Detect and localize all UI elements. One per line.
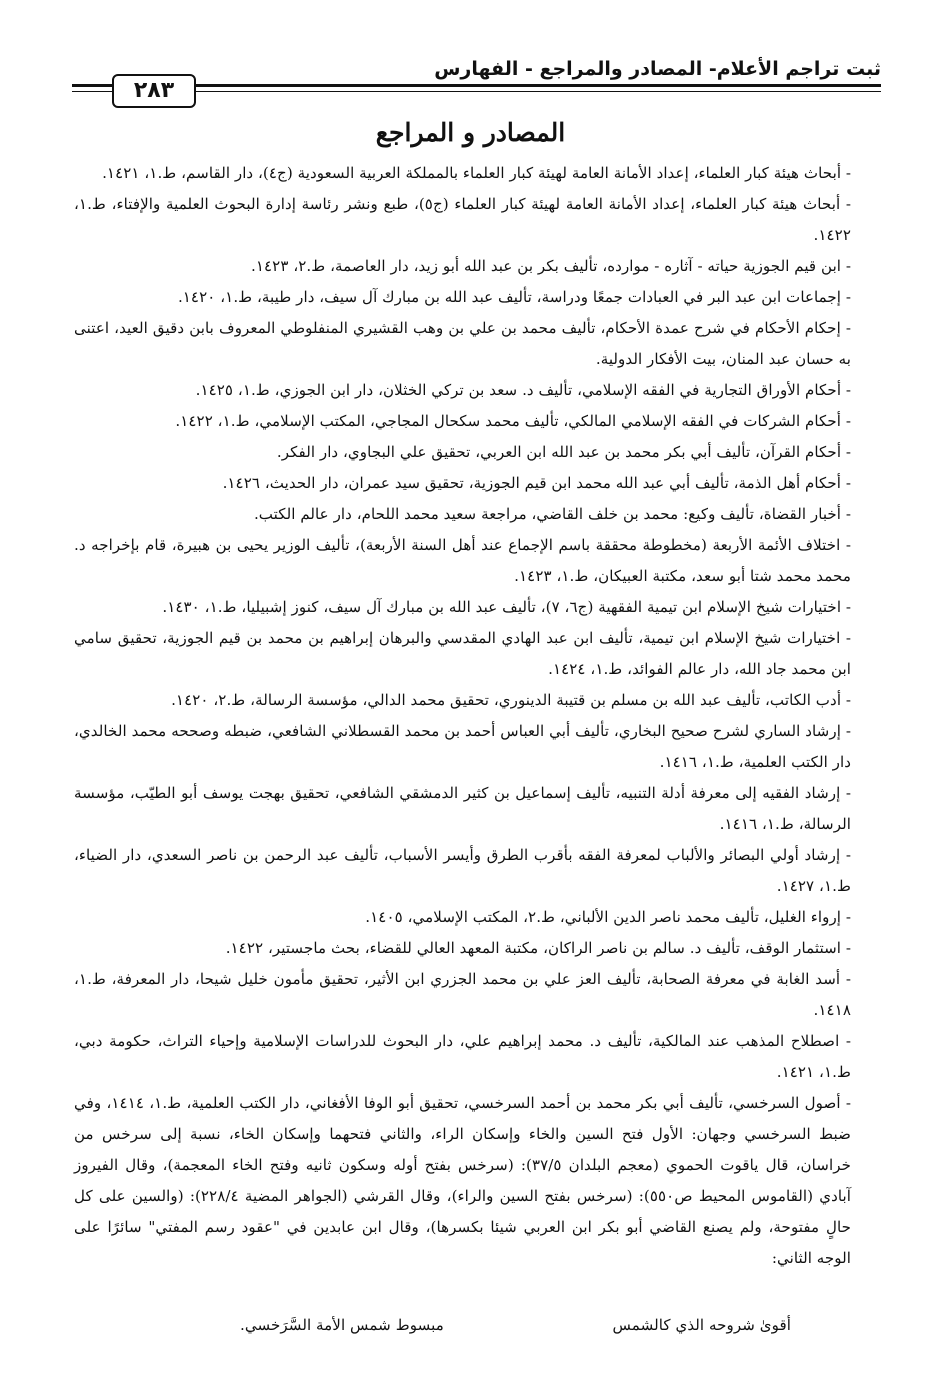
verse-right-hemistich: أقوىٰ شروحه الذي كالشمس (612, 1316, 791, 1334)
bibliography-entry: - أحكام أهل الذمة، تأليف أبي عبد الله محمد ابن قيم الجوزية، تحقيق سيد عمران، دار الحديث، ١٤٢٦. (222, 474, 851, 492)
bibliography-entry: - إجماعات ابن عبد البر في العبادات جمعًا ودراسة، تأليف عبد الله بن مبارك آل سيف، دار طيبة، ط.١، ١٤٢٠. (177, 288, 851, 306)
bibliography-list (74, 158, 851, 1338)
bibliography-entry: - أحكام الشركات في الفقه الإسلامي المالكي، تأليف محمد سكحال المجاجي، المكتب الإسلامي، ط.١، ١٤٢٢. (175, 412, 851, 430)
page-number: ٢٨٣ (112, 74, 196, 108)
bibliography-entry: - إرشاد الفقيه إلى معرفة أدلة التنبيه، تأليف إسماعيل بن كثير الدمشقي الشافعي، تحقيق بهجت يوسف أبو الطيّب، مؤسسة الرسالة، ط.١، ١٤١٦. (74, 784, 851, 833)
bibliography-entry: - أحكام القرآن، تأليف أبي بكر محمد بن عبد الله ابن العربي، تحقيق علي البجاوي، دار الفكر. (276, 443, 851, 461)
bibliography-entry: - أسد الغابة في معرفة الصحابة، تأليف العز علي بن محمد الجزري ابن الأثير، تحقيق مأمون خليل شيحا، دار المعرفة، ط.١، ١٤١٨. (74, 970, 851, 1019)
running-title: ثبت تراجم الأعلام- المصادر والمراجع - الفهارس (434, 58, 881, 80)
bibliography-entry: - اختيارات شيخ الإسلام ابن تيمية الفقهية (ج٦، ٧)، تأليف عبد الله بن مبارك آل سيف، كنوز إشبيليا، ط.١، ١٤٣٠. (162, 598, 851, 616)
bibliography-entry: - أصول السرخسي، تأليف أبي بكر محمد بن أحمد السرخسي، تحقيق أبو الوفا الأفغاني، دار الكتب العلمية، ط.١، ١٤١٤، وفي ضبط السرخسي وجهان: الأول فتح السين والخاء وإسكان الراء، والثاني فتحهما وإسكان الخاء، نسبة إلى سرخس من خراسان، قال ياقوت الحموي (معجم البلدان ٣٧/٥): (سرخس بفتح أوله وسكون ثانيه وفتح الخاء المعجمة)، وقال الفيروز آبادي (القاموس المحيط ص٥٥٠): (سرخس بفتح السين والراء)، وقال القرشي (الجواهر المضية ٢٢٨/٤): (والسين على كل حالٍ مفتوحة، ولم يصنع القاضي أبو بكر ابن العربي شيئا بكسرها)، وقال ابن عابدين في "عقود رسم المفتي" سائرًا على الوجه الثاني: (74, 1094, 851, 1267)
bibliography-entry: - اصطلاح المذهب عند المالكية، تأليف د. محمد إبراهيم علي، دار البحوث للدراسات الإسلامية وإحياء التراث، حكومة دبي، ط.١، ١٤٢١. (74, 1032, 851, 1081)
poetry-verse (160, 1316, 821, 1344)
bibliography-entry: - أبحاث هيئة كبار العلماء، إعداد الأمانة العامة لهيئة كبار العلماء (ج٥)، طبع ونشر رئاسة إدارة البحوث العلمية والإفتاء، ط.١، ١٤٢٢. (74, 195, 851, 244)
section-title: المصادر و المراجع (375, 118, 566, 147)
bibliography-entry: - أدب الكاتب، تأليف عبد الله بن مسلم بن قتيبة الدينوري، تحقيق محمد الدالي، مؤسسة الرسالة، ط.٢، ١٤٢٠. (171, 691, 851, 709)
bibliography-entry: - أحكام الأوراق التجارية في الفقه الإسلامي، تأليف د. سعد بن تركي الخثلان، دار ابن الجوزي، ط.١، ١٤٢٥. (195, 381, 851, 399)
bibliography-entry: - إحكام الأحكام في شرح عمدة الأحكام، تأليف محمد بن علي بن وهب القشيري المنفلوطي المعروف بابن دقيق العيد، اعتنى به حسان عبد المنان، بيت الأفكار الدولية. (74, 319, 851, 368)
bibliography-entry: - إرواء الغليل، تأليف محمد ناصر الدين الألباني، ط.٢، المكتب الإسلامي، ١٤٠٥. (365, 908, 851, 926)
bibliography-entry: - أبحاث هيئة كبار العلماء، إعداد الأمانة العامة لهيئة كبار العلماء بالمملكة العربية السعودية (ج٤)، دار القاسم، ط.١، ١٤٢١. (102, 164, 851, 182)
bibliography-entry: - إرشاد أولي البصائر والألباب لمعرفة الفقه بأقرب الطرق وأيسر الأسباب، تأليف عبد الرحمن بن ناصر السعدي، دار الضياء، ط.١، ١٤٢٧. (74, 846, 851, 895)
verse-left-hemistich: مبسوط شمس الأمة السَّرَخسي. (240, 1316, 444, 1334)
bibliography-entry: - ابن قيم الجوزية حياته - آثاره - موارده، تأليف بكر بن عبد الله أبو زيد، دار العاصمة، ط.٢، ١٤٢٣. (251, 257, 851, 275)
bibliography-entry: - اختلاف الأئمة الأربعة (مخطوطة محققة باسم الإجماع عند أهل السنة الأربعة)، تأليف الوزير يحيى بن هبيرة، قام بإخراجه د. محمد محمد شتا أبو سعد، مكتبة العبيكان، ط.١، ١٤٢٣. (74, 536, 851, 585)
bibliography-entry: - أخبار القضاة، تأليف وكيع: محمد بن خلف القاضي، مراجعة سعيد محمد اللحام، دار عالم الكتب. (253, 505, 851, 523)
bibliography-entry: - إرشاد الساري لشرح صحيح البخاري، تأليف أبي العباس أحمد بن محمد القسطلاني الشافعي، ضبطه وصححه محمد الخالدي، دار الكتب العلمية، ط.١، ١٤١٦. (74, 722, 851, 771)
bibliography-entry: - اختيارات شيخ الإسلام ابن تيمية، تأليف ابن عبد الهادي المقدسي والبرهان إبراهيم بن محمد بن قيم الجوزية، تحقيق سامي ابن محمد جاد الله، دار عالم الفوائد، ط.١، ١٤٢٤. (74, 629, 851, 678)
bibliography-entry: - استثمار الوقف، تأليف د. سالم بن ناصر الراكان، مكتبة المعهد العالي للقضاء، بحث ماجستير، ١٤٢٢. (225, 939, 851, 957)
